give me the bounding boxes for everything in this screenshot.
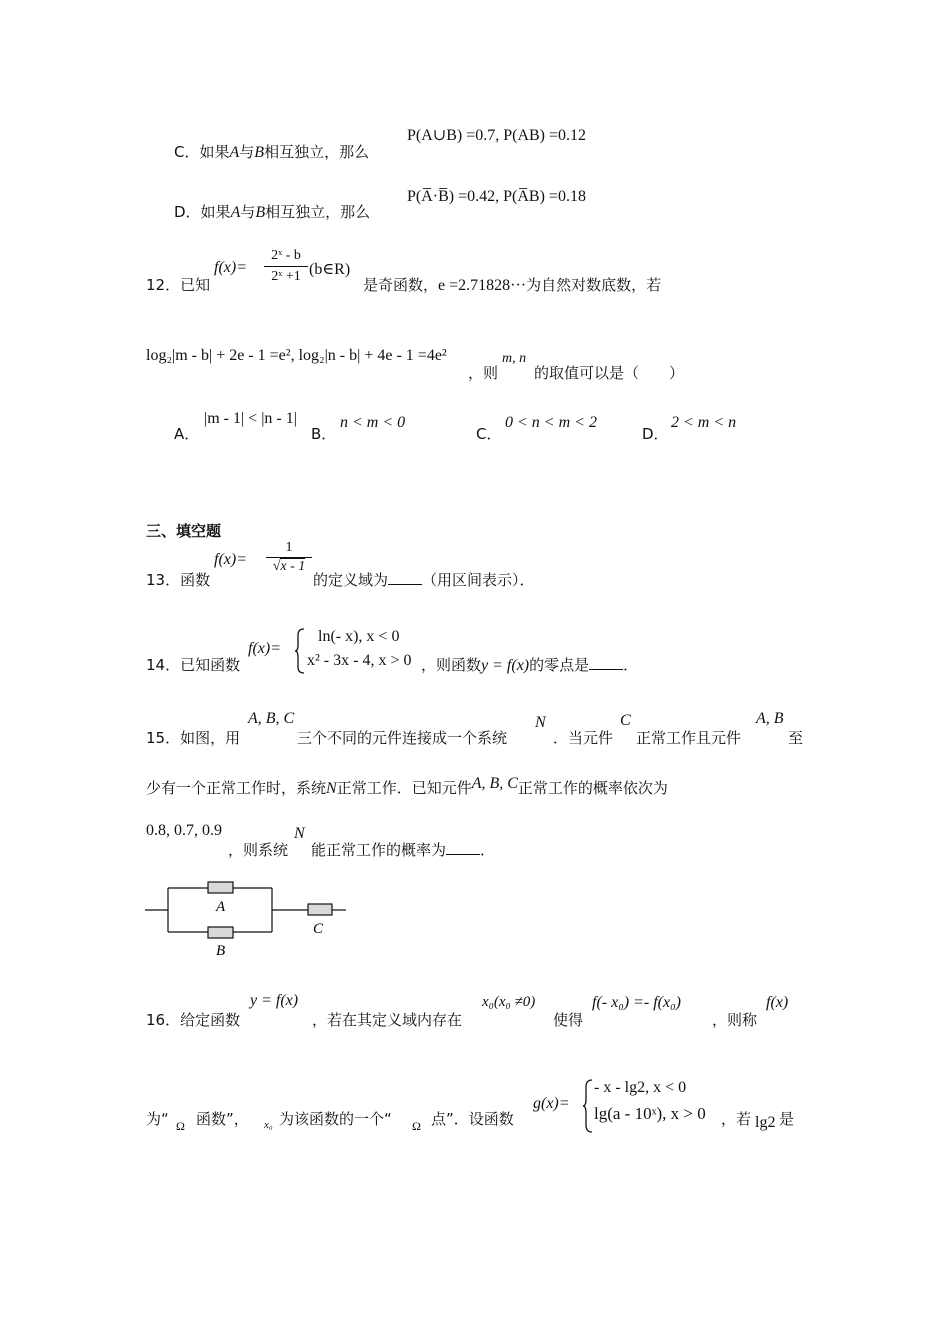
option-label: D．如果	[174, 203, 231, 221]
q14-number: 14．已知函数	[146, 656, 241, 674]
q12-option-d-label: D．	[642, 425, 669, 443]
q16-g-case-1: - x - lg2, x < 0	[594, 1079, 687, 1096]
left-brace-icon	[294, 627, 306, 675]
q11-option-d	[174, 201, 370, 222]
section-title: 三、填空题	[146, 522, 222, 540]
q13-function-lhs: f(x)=	[214, 551, 247, 568]
q14-yfx: y = f(x)	[481, 657, 530, 674]
q12-number: 12．已知	[146, 276, 211, 294]
q14-case-1: ln(- x), x < 0	[318, 628, 400, 645]
q11-option-d-formula: P(A̅·B̅) =0.42, P(A̅B) =0.18	[407, 188, 586, 205]
q16-omega-1: Ω	[176, 1119, 185, 1133]
q13-tail: （用区间表示）．	[422, 571, 535, 589]
q16-text-3: ，则称	[712, 1011, 758, 1029]
q15-line2-b: 正常工作．已知元件	[336, 779, 472, 797]
fraction-denominator: √x - 1	[272, 559, 306, 574]
q16-line2-c: 为该函数的一个“	[279, 1110, 392, 1128]
q12-text1: 是奇函数，	[363, 276, 439, 294]
q15-text-3: 正常工作且元件	[636, 729, 742, 747]
q16-omega-2: Ω	[412, 1119, 421, 1133]
event-b: B	[255, 204, 266, 221]
q16-line2-b: 函数”，	[196, 1110, 249, 1128]
label-b: B	[216, 943, 226, 959]
conjunction: 与	[239, 143, 255, 161]
fraction-denominator: 2ˣ +1	[271, 269, 301, 284]
option-text: 相互独立，那么	[264, 143, 370, 161]
q15-line3-text: 能正常工作的概率为	[311, 841, 447, 859]
left-brace-icon	[582, 1078, 594, 1134]
q15-line3-a: ，则系统	[228, 841, 289, 859]
event-b: B	[254, 144, 265, 161]
label-a: A	[216, 899, 226, 915]
q12-option-a: |m - 1| < |n - 1|	[204, 410, 297, 427]
q15-line3-n: N	[294, 825, 305, 842]
q16-yfx: y = f(x)	[250, 992, 299, 1009]
fraction-numerator: 2ˣ - b	[264, 248, 308, 267]
q15-line2-n: N	[326, 780, 337, 797]
component-a	[208, 882, 233, 893]
q15-text-4: 至	[788, 729, 804, 747]
q12-text-4: 的取值可以是（ ）	[534, 364, 685, 382]
answer-blank[interactable]	[446, 842, 480, 855]
q12-option-c-label: C．	[476, 425, 502, 443]
q15-number: 15．如图，用	[146, 729, 241, 747]
fraction-numerator: 1	[266, 540, 312, 558]
label-c: C	[313, 921, 324, 937]
answer-blank[interactable]	[388, 572, 422, 585]
q16-number: 16．给定函数	[146, 1011, 241, 1029]
q12-option-c: 0 < n < m < 2	[505, 414, 597, 431]
q12-text2: 为自然对数底数，若	[526, 276, 662, 294]
q12-mn: m, n	[502, 351, 527, 366]
q11-option-c-formula: P(A∪B) =0.7, P(AB) =0.12	[407, 127, 587, 144]
q12-text-1	[363, 274, 661, 295]
q13-text-main: 的定义域为	[313, 571, 389, 589]
q15-element-c: C	[620, 712, 631, 729]
q12-option-d: 2 < m < n	[671, 414, 737, 431]
option-label: C．如果	[174, 143, 230, 161]
circuit-diagram	[143, 876, 353, 960]
q12-condition-2: log₂|m - b| + 2e - 1 =e², log₂|n - b| + 4e - 1 =4e²	[146, 347, 447, 364]
q12-option-b: n < m < 0	[340, 414, 406, 431]
q12-option-b-label: B．	[311, 425, 337, 443]
q16-x0: x₀	[264, 1119, 273, 1131]
q14-text	[421, 654, 638, 675]
q12-text-3: ，则	[468, 364, 499, 382]
q14-text-main: ，则函数	[421, 656, 482, 674]
radicand: x - 1	[280, 559, 306, 574]
q15-ab: A, B	[756, 710, 784, 727]
q14-case-2: x² - 3x - 4, x > 0	[307, 652, 412, 669]
q14-function-lhs: f(x)=	[248, 640, 281, 657]
q16-line2-f: 是	[779, 1110, 795, 1128]
q14-text2: 的零点是	[529, 656, 590, 674]
q15-line2-a: 少有一个正常工作时，系统	[146, 779, 327, 797]
q15-line2-abc: A, B, C	[471, 775, 518, 792]
q16-lg2: lg2	[755, 1114, 776, 1131]
q15-line3-b	[311, 839, 495, 860]
q12-function-lhs: f(x)=	[214, 259, 247, 276]
q12-option-a-label: A．	[174, 425, 200, 443]
component-b	[208, 927, 233, 938]
q15-text-1: 三个不同的元件连接成一个系统	[297, 729, 508, 747]
q15-system-n: N	[535, 714, 546, 731]
q16-text-2: 使得	[553, 1011, 584, 1029]
q13-number: 13．函数	[146, 571, 211, 589]
q16-line2-d: 点”．设函数	[431, 1110, 514, 1128]
event-a: A	[229, 144, 240, 161]
q15-text-2: ．当元件	[553, 729, 614, 747]
q15-tail: ．	[480, 841, 496, 859]
q16-text-1: ，若在其定义域内存在	[312, 1011, 463, 1029]
q15-probabilities: 0.8, 0.7, 0.9	[146, 822, 222, 839]
q13-fraction	[266, 540, 312, 575]
answer-blank[interactable]	[589, 657, 623, 670]
q16-line2-e: ，若	[721, 1110, 752, 1128]
q15-abc: A, B, C	[248, 710, 295, 727]
q12-fraction	[264, 248, 308, 285]
q11-option-c	[174, 141, 369, 162]
q16-g-case-2: lg(a - 10ˣ), x > 0	[594, 1104, 706, 1123]
q15-line2-c: 正常工作的概率依次为	[517, 779, 668, 797]
component-c	[308, 904, 332, 915]
q16-g-lhs: g(x)=	[533, 1095, 570, 1112]
conjunction: 与	[240, 203, 256, 221]
q15-line-2	[146, 777, 668, 798]
e-value: e =2.71828···	[438, 277, 527, 294]
q13-text	[313, 569, 535, 590]
q16-line2-a: 为“	[146, 1110, 169, 1128]
q16-equation: f(- x₀) =- f(x₀)	[592, 994, 681, 1011]
option-text: 相互独立，那么	[265, 203, 371, 221]
q12-condition: (b∈R)	[309, 261, 351, 278]
q14-tail: ．	[623, 656, 639, 674]
event-a: A	[230, 204, 241, 221]
q16-fx: f(x)	[766, 994, 789, 1011]
q16-x0-condition: x₀(x₀ ≠0)	[482, 994, 536, 1010]
